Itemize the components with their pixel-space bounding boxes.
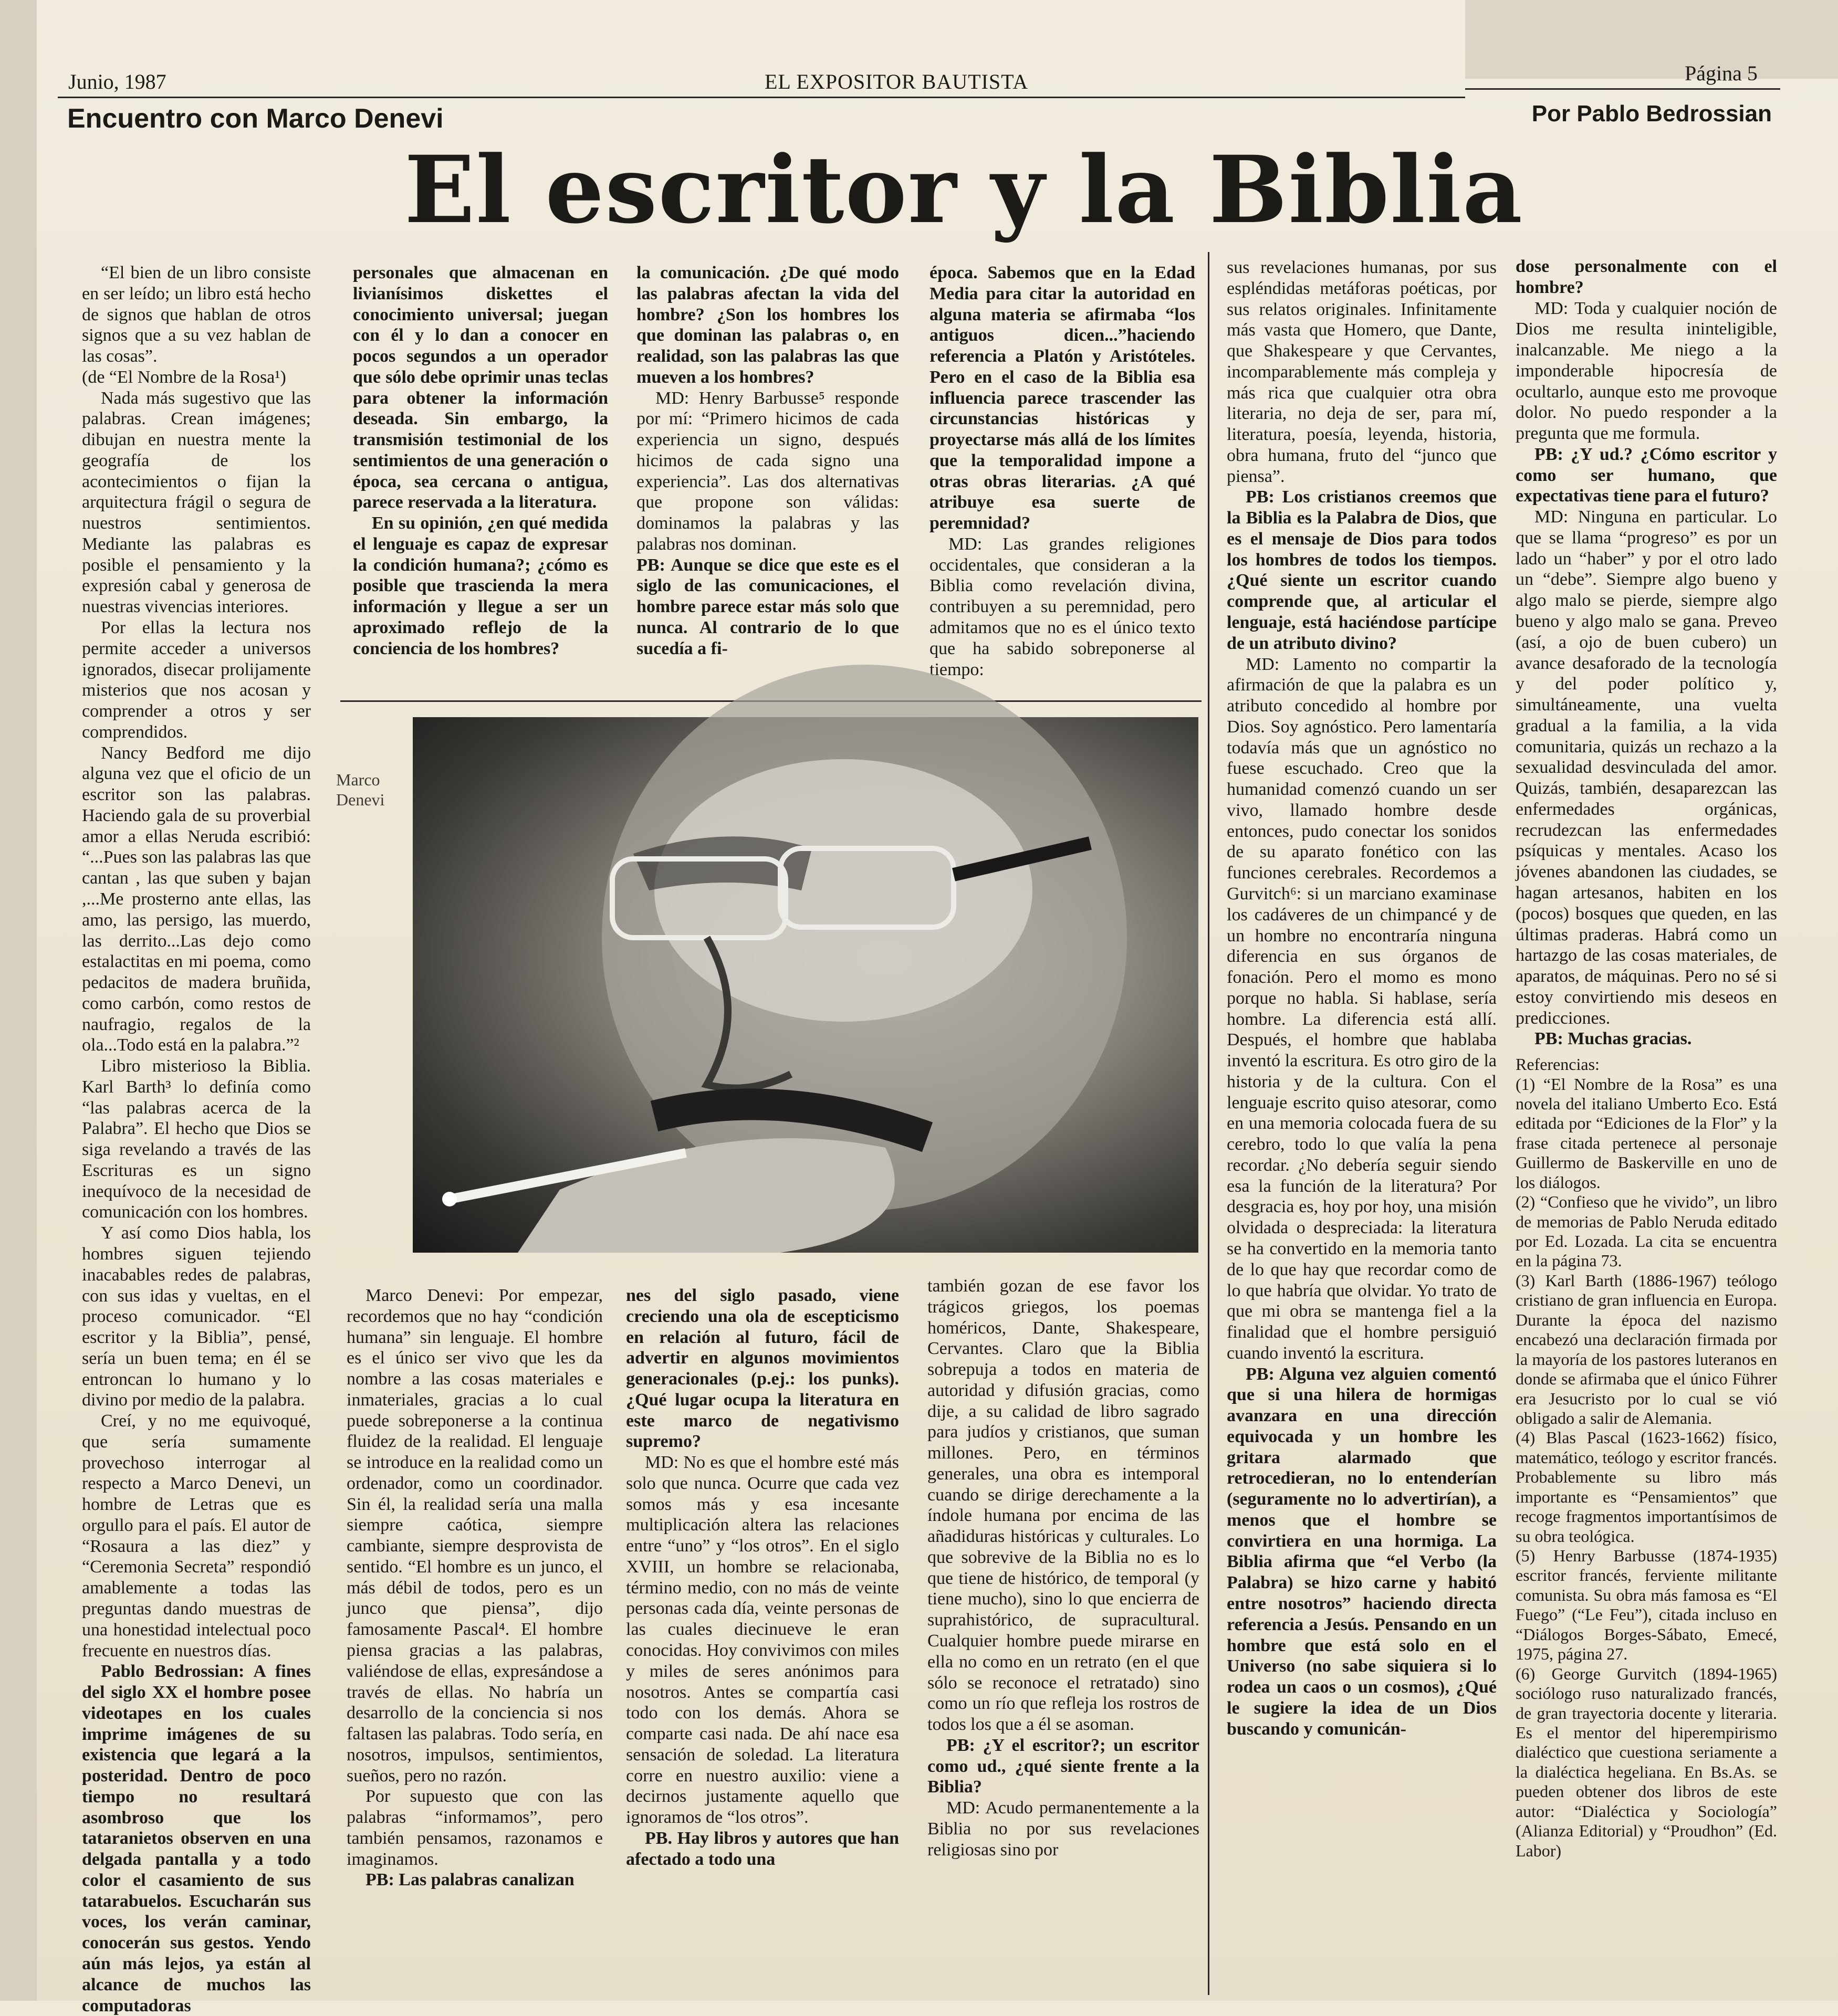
column-4-bottom (927, 1276, 1199, 1995)
column-6 (1516, 256, 1777, 1994)
paragraph: MD: Acudo permanentemente a la Biblia no por sus revelaciones religiosas sino por (927, 1798, 1199, 1860)
paragraph: MD: No es que el hombre esté más solo que nunca. Ocurre que cada vez somos más y esa incesante multiplicación altera las relaciones entre “uno” y “los otros”. En el siglo XVIII, un hombre se relacionaba, término medio, con no más de veinte personas cada día, veinte personas de las cuales diecinueve le eran conocidas. Hoy convivimos con miles y miles de seres anónimos para nosotros. Antes se compartía casi todo con los demás. Ahora se comparte casi nada. De ahí nace esa sensación de soledad. La literatura corre en nuestro auxilio: viene a decirnos justamente aquello que ignoramos de “los otros”. (626, 1453, 899, 1828)
paragraph: PB: ¿Y ud.? ¿Cómo escritor y como ser humano, que expectativas tiene para el futuro? (1516, 444, 1777, 506)
paragraph: MD: Toda y cualquier noción de Dios me resulta ininteligible, inalcanzable. Me niego a la imponderable hipocresía de ocultarlo, aunque esto me provoque dolor. No puedo responder a la pregunta que me formula. (1516, 298, 1777, 444)
portrait-illustration (413, 717, 1198, 1253)
byline: Por Pablo Bedrossian (1531, 101, 1772, 127)
paragraph: también gozan de ese favor los trágicos griegos, los poemas homéricos, Dante, Shakespeare, Cervantes. Claro que la Biblia sobrepuja a todos en materia de autoridad y difusión gracias, como dije, a su calidad de libro sagrado para judíos y cristianos, que suman millones. Pero, en términos generales, una obra es intemporal cuando se dirige derechamente a la índole humana por encima de las añadiduras históricas y culturales. Lo que sobrevive de la Biblia no es lo que tiene de histórico, de temporal (y tiene mucho), sino lo que encierra de suprahistórico, de supracultural. Cualquier hombre puede mirarse en ella no como en un retrato (en el que sólo se reconoce el retratado) sino como un río que refleja los rostros de todos los que a él se asoman. (927, 1276, 1199, 1735)
paragraph: MD: Henry Barbusse⁵ responde por mí: “Primero hicimos de cada experiencia un signo, después hicimos de cada signo una experiencia”. Las dos alternativas que propone son válidas: dominamos la palabras y las palabras nos dominan. (636, 388, 899, 554)
paragraph: En su opinión, ¿en qué medida el lenguaje es capaz de expresar la condición humana?; ¿cómo es posible que trascienda la mera información y llegue a ser un aproximado reflejo de la conciencia de los hombres? (353, 513, 608, 658)
paragraph: Libro misterioso la Biblia. Karl Barth³ lo definía como “las palabras acerca de la Palabra”. El hecho que Dios se siga revelando a través de las Escrituras es un signo inequívoco de la necesidad de comunicación con los hombres. (82, 1056, 311, 1222)
paragraph: (6) George Gurvitch (1894-1965) sociólogo ruso naturalizado francés, de gran trayectoria docente y literaria. Es el mentor del hiperempirismo dialéctico que cuestiona seriamente a la dialéctica hegeliana. En Bs.As. se pueden obtener dos libros de este autor: “Dialéctica y Sociología” (Alianza Editorial) y “Proudhon” (Ed. Labor) (1516, 1664, 1777, 1860)
paragraph: Creí, y no me equivoqué, que sería sumamente provechoso interrogar al respecto a Marco Denevi, un hombre de Letras que es orgullo para el país. El autor de “Rosaura a las diez” y “Ceremonia Secreta” respondió amablemente a todas las preguntas dando muestras de una honestidad intelectual poco frecuente en nuestros días. (82, 1411, 311, 1661)
caption-line-1: Marco (336, 770, 380, 789)
paragraph: PB: Alguna vez alguien comentó que si una hilera de hormigas avanzara en una dirección equivocada y un hombre les gritara alarmado que retrocedieran, no lo entenderían (seguramente no lo advertirían), a menos que el hombre se convirtiera en una hormiga. La Biblia afirma que “el Verbo (la Palabra) se hizo carne y habitó entre nosotros” haciendo directa referencia a Jesús. Pensando en un hombre que está solo en el Universo (no sabe siquiera si lo rodea un caos o un cosmos), ¿Qué le sugiere la idea de un Dios buscando y comunicán- (1227, 1364, 1497, 1739)
paragraph: la comunicación. ¿De qué modo las palabras afectan la vida del hombre? ¿Son los hombres los que dominan las palabras o, en realidad, son las palabras las que mueven a los hombres? (636, 263, 899, 387)
paragraph: Nada más sugestivo que las palabras. Crean imágenes; dibujan en nuestra mente la geografía de los acontecimientos o fijan la arquitectura frágil o segura de nuestros sentimientos. Mediante las palabras es posible el pensamiento y la expresión cabal y generosa de nuestras vivencias interiores. (82, 388, 311, 617)
column-2-bottom (347, 1285, 603, 1994)
paragraph: PB: ¿Y el escritor?; un escritor como ud., ¿qué siente frente a la Biblia? (927, 1735, 1199, 1797)
column-2-top (353, 262, 608, 693)
paragraph: (2) “Confieso que he vivido”, un libro de memorias de Pablo Neruda editado por Ed. Lozada. La cita se encuentra en la página 73. (1516, 1192, 1777, 1270)
paragraph: MD: Las grandes religiones occidentales, que consideran a la Biblia como revelación divina, contribuyen a su peremnidad, pero admitamos que no es el único texto que ha sabido sobreponerse al tiempo: (930, 534, 1195, 679)
headline: El escritor y la Biblia (404, 135, 1523, 244)
paragraph: PB: Las palabras canalizan (365, 1870, 575, 1890)
photo-caption (336, 770, 384, 810)
column-divider (1208, 252, 1209, 1995)
paragraph: “El bien de un libro consiste en ser leído; un libro está hecho de signos que hablan de otros signos que a su vez hablan de las cosas”. (82, 263, 311, 366)
paragraph: PB. Hay libros y autores que han afectado a todo una (626, 1828, 899, 1869)
paragraph: PB: Aunque se dice que este es el siglo de las comunicaciones, el hombre parece estar más solo que nunca. Al contrario de lo que sucedía a fi- (636, 555, 899, 658)
top-right-strip (1465, 0, 1838, 79)
paper-name: EL EXPOSITOR BAUTISTA (765, 70, 1029, 93)
issue-date: Junio, 1987 (68, 70, 166, 93)
paragraph: (1) “El Nombre de la Rosa” es una novela del italiano Umberto Eco. Está editada por “Ediciones de la Flor” y la frase citada pertenece al personaje Guillermo de Baskerville en uno de los diálogos. (1516, 1074, 1777, 1192)
paragraph: Referencias: (1516, 1055, 1600, 1074)
paragraph: época. Sabemos que en la Edad Media para citar la autoridad en alguna materia se afirmaba “los antiguos dicen...”haciendo referencia a Platón y Aristóteles. Pero en el caso de la Biblia esa influencia parece trascender las circunstancias históricas y proyectarse más allá de los límites que la temporalidad impone a otras obras literarias. ¿A qué atribuye esa suerte de peremnidad? (930, 263, 1195, 533)
paragraph: MD: Ninguna en particular. Lo que se llama “progreso” es por un lado un “haber” y por el otro lado un “debe”. Siempre algo bueno y algo malo se pierde, siempre algo bueno y algo malo se gana. Preveo (así, a ojo de buen cubero) un avance desaforado de la tecnología y del poder político y, simultáneamente, una vuelta gradual a la familia, a la vida comunitaria, quizás un rechazo a la sexualidad desvinculada del amor. Quizás, también, desaparezcan las enfermedades orgánicas, recrudezcan las enfermedades psíquicas y mentales. Acaso los jóvenes abandonen las ciudades, se hagan artesanos, habiten en los (pocos) bosques que queden, en las últimas praderas. Habrá como un hartazgo de las cosas materiales, de aparatos, de máquinas. Pero no sé si estoy convirtiendo mis deseos en predicciones. (1516, 507, 1777, 1028)
page-left-edge (0, 0, 37, 2001)
paragraph: sus revelaciones humanas, por sus espléndidas metáforas poéticas, por sus relatos originales. Infinitamente más vasta que Homero, que Dante, que Shakespeare y que Cervantes, incomparablemente más compleja y más rica que cualquier otra obra literaria, no deja de ser, para mí, literatura, poesía, leyenda, historia, obra humana, fruto del “junco que piensa”. (1227, 258, 1497, 486)
paragraph: dose personalmente con el hombre? (1516, 257, 1777, 297)
paragraph: Por supuesto que con las palabras “informamos”, pero también pensamos, razonamos e imaginamos. (347, 1787, 603, 1869)
paragraph: (3) Karl Barth (1886-1967) teólogo cristiano de gran influencia en Europa. Durante la época del nazismo encabezó una declaración firmada por la mayoría de los pastores luteranos en donde se afirmaba que el único Führer era Jesucristo por lo cual se vió obligado a salir de Alemania. (1516, 1270, 1777, 1427)
column-1 (82, 262, 311, 2015)
paragraph: Pablo Bedrossian: A fines del siglo XX el hombre posee videotapes en los cuales imprime imágenes de su existencia que legará a la posteridad. Dentro de poco tiempo no resultará asombroso que los tataranietos observen en una delgada pantalla y a todo color el casamiento de sus tatarabuelos. Escucharán sus voces, los verán caminar, conocerán sus gestos. Yendo aún más lejos, ya están al alcance de muchos las computadoras (82, 1662, 311, 2015)
paragraph: MD: Lamento no compartir la afirmación de que la palabra es un atributo concedido al hombre por Dios. Soy agnóstico. Pero lamentaría todavía más que un agnóstico no fuese escuchado. Creo que la humanidad comenzó cuando un ser vivo, llamado hombre desde entonces, pudo conectar los sonidos de su aparato fonético con las funciones cerebrales. Recordemos a Gurvitch⁶: si un marciano examinase los cadáveres de un chimpancé y de un hombre no encontraría ninguna diferencia en sus órganos de fonación. Pero el momo es mono porque no habla. Si hablase, sería hombre. La diferencia está allí. Después, el hombre que hablaba inventó la escritura. Es otro giro de la historia y de la cultura. Con el lenguaje escrito quiso atesorar, como en una memoria colocada fuera de su cerebro, todo lo que valía la pena recordar. ¿No debería seguir siendo esa la función de la literatura? Por desgracia es, hoy por hoy, una misión olvidada o despreciada: la literatura se ha convertido en la memoria tanto de lo que hay que recordar como de lo que habría que olvidar. Yo trato de que mi obra se mantenga fiel a la finalidad que el hombre persiguió cuando inventó la escritura. (1227, 654, 1497, 1363)
section-kicker: Encuentro con Marco Denevi (67, 103, 444, 134)
header-rule-right (1465, 88, 1780, 90)
column-4-top (930, 262, 1195, 693)
page-number: Página 5 (1685, 61, 1758, 85)
paragraph: Marco Denevi: Por empezar, recordemos que no hay “condición humana” sin lenguaje. El hombre es el único ser vivo que les da nombre a las cosas materiales e inmateriales, gracias a lo cual puede sobreponerse a la continua fluidez de la realidad. El lenguaje se introduce en la realidad como un ordenador, como un coordinador. Sin él, la realidad sería una malla siempre caótica, siempre cambiante, siempre desprovista de sentido. “El hombre es un junco, el más débil de todos, pero es un junco que piensa”, dijo famosamente Pascal⁴. El hombre piensa gracias a las palabras, valiéndose de ellas, expresándose a través de ellas. No habría un desarrollo de la conciencia si nos faltasen las palabras. Todo sería, en nosotros, impulsos, sentimientos, sueños, pero no razón. (347, 1286, 603, 1786)
paragraph: Por ellas la lectura nos permite acceder a universos ignorados, disecar prolijamente misterios que nos acosan y comprender a otros y ser comprendidos. (82, 618, 311, 742)
paragraph: (5) Henry Barbusse (1874-1935) escritor francés, ferviente militante comunista. Su obra más famosa es “El Fuego” (“Le Feu”), citada incluso en “Diálogos Borges-Sábato, Emecé, 1975, página 27. (1516, 1546, 1777, 1664)
paragraph: Nancy Bedford me dijo alguna vez que el oficio de un escritor son las palabras. Haciendo gala de su proverbial amor a ellas Neruda escribió: “...Pues son las palabras las que cantan , las que suben y bajan ,...Me prosterno ante ellas, las amo, las persigo, las muerdo, las derrito...Las dejo como estalactitas en mi poema, como pedacitos de madera bruñida, como carbón, como restos de naufragio, regalos de la ola...Todo está en la palabra.”² (82, 743, 311, 1055)
portrait-photo (413, 717, 1198, 1253)
column-3-bottom (626, 1285, 899, 1994)
column-3-top (636, 262, 899, 682)
paragraph: PB: Muchas gracias. (1534, 1029, 1692, 1049)
paragraph: PB: Los cristianos creemos que la Biblia es la Palabra de Dios, que es el mensaje de Dios para todos los hombres de todos los tiempos. ¿Qué siente un escritor cuando comprende que, al articular el lenguaje, está haciéndose partícipe de un atributo divino? (1227, 487, 1497, 653)
caption-line-2: Denevi (336, 790, 385, 810)
paragraph: nes del siglo pasado, viene creciendo una ola de escepticismo en relación al futuro, fácil de advertir en algunos movimientos generacionales (p.ej.: los punks). ¿Qué lugar ocupa la literatura en este marco de negativismo supremo? (626, 1286, 899, 1452)
paragraph: (4) Blas Pascal (1623-1662) físico, matemático, teólogo y escritor francés. Probablemente su libro más importante es “Pensamientos” que recoge fragmentos importantísimos de su obra teológica. (1516, 1428, 1777, 1546)
paragraph: personales que almacenan en livianísimos diskettes el conocimiento universal; juegan con él y lo dan a conocer en pocos segundos a un operador que sólo debe oprimir unas teclas para obtener la información deseada. Sin embargo, la transmisión testimonial de los sentimientos de una generación o época, sea cercana o antigua, parece reservada a la literatura. (353, 263, 608, 512)
column-5 (1227, 257, 1497, 1995)
paragraph: (de “El Nombre de la Rosa¹) (82, 367, 286, 387)
header-rule (58, 97, 1465, 98)
paragraph: Y así como Dios habla, los hombres siguen tejiendo inacabables redes de palabras, con sus idas y vueltas, en el proceso comunicador. “El escritor y la Biblia”, pensé, sería un buen tema; en él se entroncan lo humano y lo divino por medio de la palabra. (82, 1223, 311, 1410)
